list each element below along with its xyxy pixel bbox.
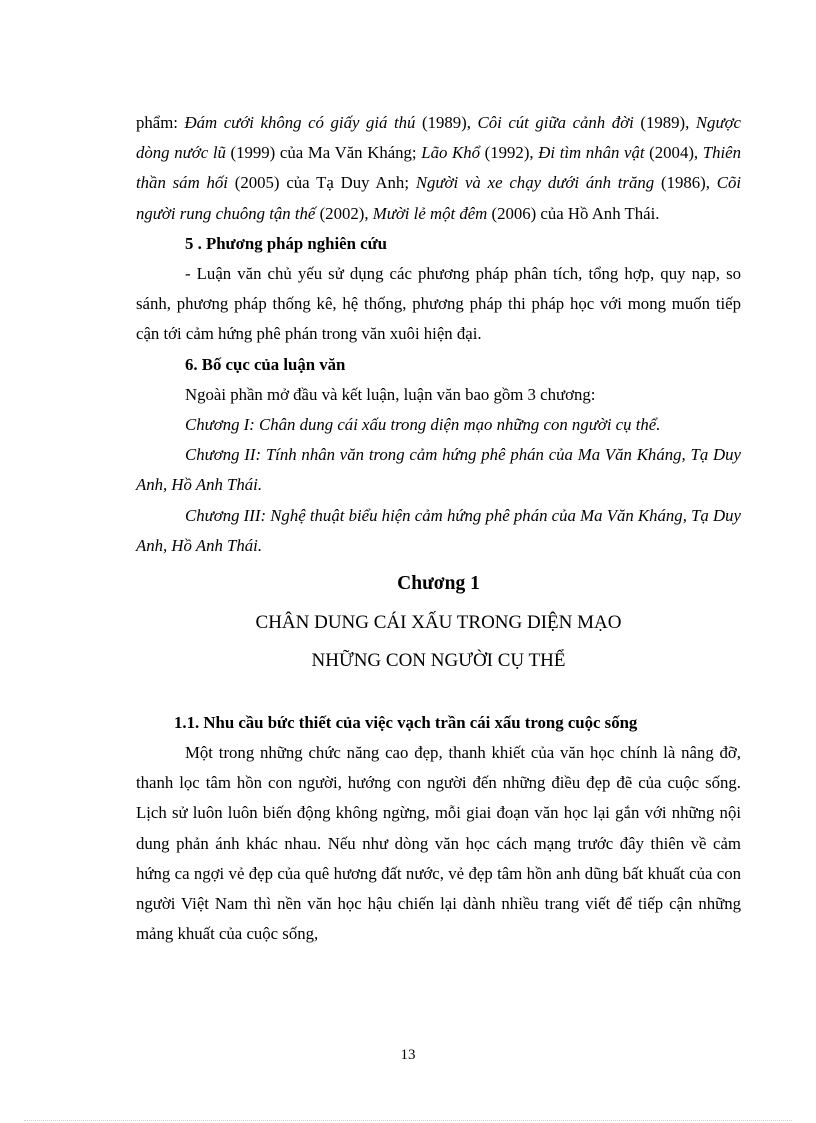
text-run: (1992), — [480, 143, 539, 163]
page-bottom-divider — [24, 1120, 792, 1121]
section-body: Một trong những chức năng cao đẹp, thanh khiết của văn học chính là nâng đỡ, thanh lọc tâm hồn con người, hướng con người đến những điều đẹp đẽ của cuộc sống. Lịch sử luôn luôn biến động không ngừng, mỗi giai đoạn văn học lại gắn với những nội dung phản ánh khác nhau. Nếu như dòng văn học cách mạng trước đây thiên về cảm hứng ca ngợi vẻ đẹp của quê hương đất nước, vẻ đẹp tâm hồn anh dũng bất khuất của con người Việt Nam thì nền văn học hậu chiến lại dành nhiều trang viết để tiếp cận những mảng khuất của cuộc sống, — [136, 743, 741, 944]
work-title: Đi tìm nhân vật — [538, 143, 645, 163]
work-title: Cõi người rung chuông tận thế — [136, 173, 741, 223]
structure-heading: 6. Bố cục của luận văn — [185, 354, 346, 374]
chapter-outline-item: Chương III: Nghệ thuật biểu hiện cảm hứng phê phán của Ma Văn Kháng, Tạ Duy Anh, Hồ Anh Thái. — [136, 505, 741, 555]
work-title: Mười lẻ một đêm — [372, 203, 488, 223]
structure-intro: Ngoài phần mở đầu và kết luận, luận văn bao gồm 3 chương: — [185, 384, 596, 404]
work-title: Ngược dòng nước lũ — [136, 113, 741, 163]
chapter-title-line-1: CHÂN DUNG CÁI XẤU TRONG DIỆN MẠO — [255, 612, 622, 634]
text-run: (2002), — [315, 203, 373, 223]
page-number: 13 — [400, 1047, 416, 1063]
methods-heading: 5 . Phương pháp nghiên cứu — [185, 233, 387, 253]
text-run: phẩm: — [136, 113, 185, 132]
text-run: (1989), — [415, 113, 478, 132]
work-title: Thiên thần sám hối — [136, 143, 742, 193]
text-run: (1986), — [654, 173, 717, 193]
intro-paragraph — [136, 108, 741, 229]
chapter-outline-item: Chương II: Tính nhân văn trong cảm hứng phê phán của Ma Văn Kháng, Tạ Duy Anh, Hồ Anh Thái. — [136, 445, 741, 495]
text-run: (1989), — [633, 113, 696, 132]
work-title: Lão Khổ — [421, 143, 481, 163]
chapter-outline-item: Chương I: Chân dung cái xấu trong diện mạo những con người cụ thể. — [185, 415, 661, 435]
text-run: (1999) của Ma Văn Kháng; — [225, 143, 422, 163]
text-run: (2005) của Tạ Duy Anh; — [227, 173, 416, 193]
work-title: Đám cưới không có giấy giá thú — [184, 113, 416, 132]
chapter-title-line-2: NHỮNG CON NGƯỜI CỤ THỂ — [311, 650, 566, 672]
document-page — [136, 108, 741, 949]
text-run: (2006) của Hồ Anh Thái. — [487, 203, 660, 223]
text-run: (2004), — [644, 143, 703, 163]
methods-body: - Luận văn chủ yếu sử dụng các phương pháp phân tích, tổng hợp, quy nạp, so sánh, phương pháp thống kê, hệ thống, phương pháp thi pháp học với mong muốn tiếp cận tới cảm hứng phê phán trong văn xuôi hiện đại. — [136, 264, 741, 344]
work-title: Người và xe chạy dưới ánh trăng — [415, 173, 655, 193]
chapter-number: Chương 1 — [397, 573, 480, 595]
work-title: Côi cút giữa cảnh đời — [477, 113, 634, 132]
section-heading: 1.1. Nhu cầu bức thiết của việc vạch trần cái xấu trong cuộc sống — [174, 713, 638, 733]
